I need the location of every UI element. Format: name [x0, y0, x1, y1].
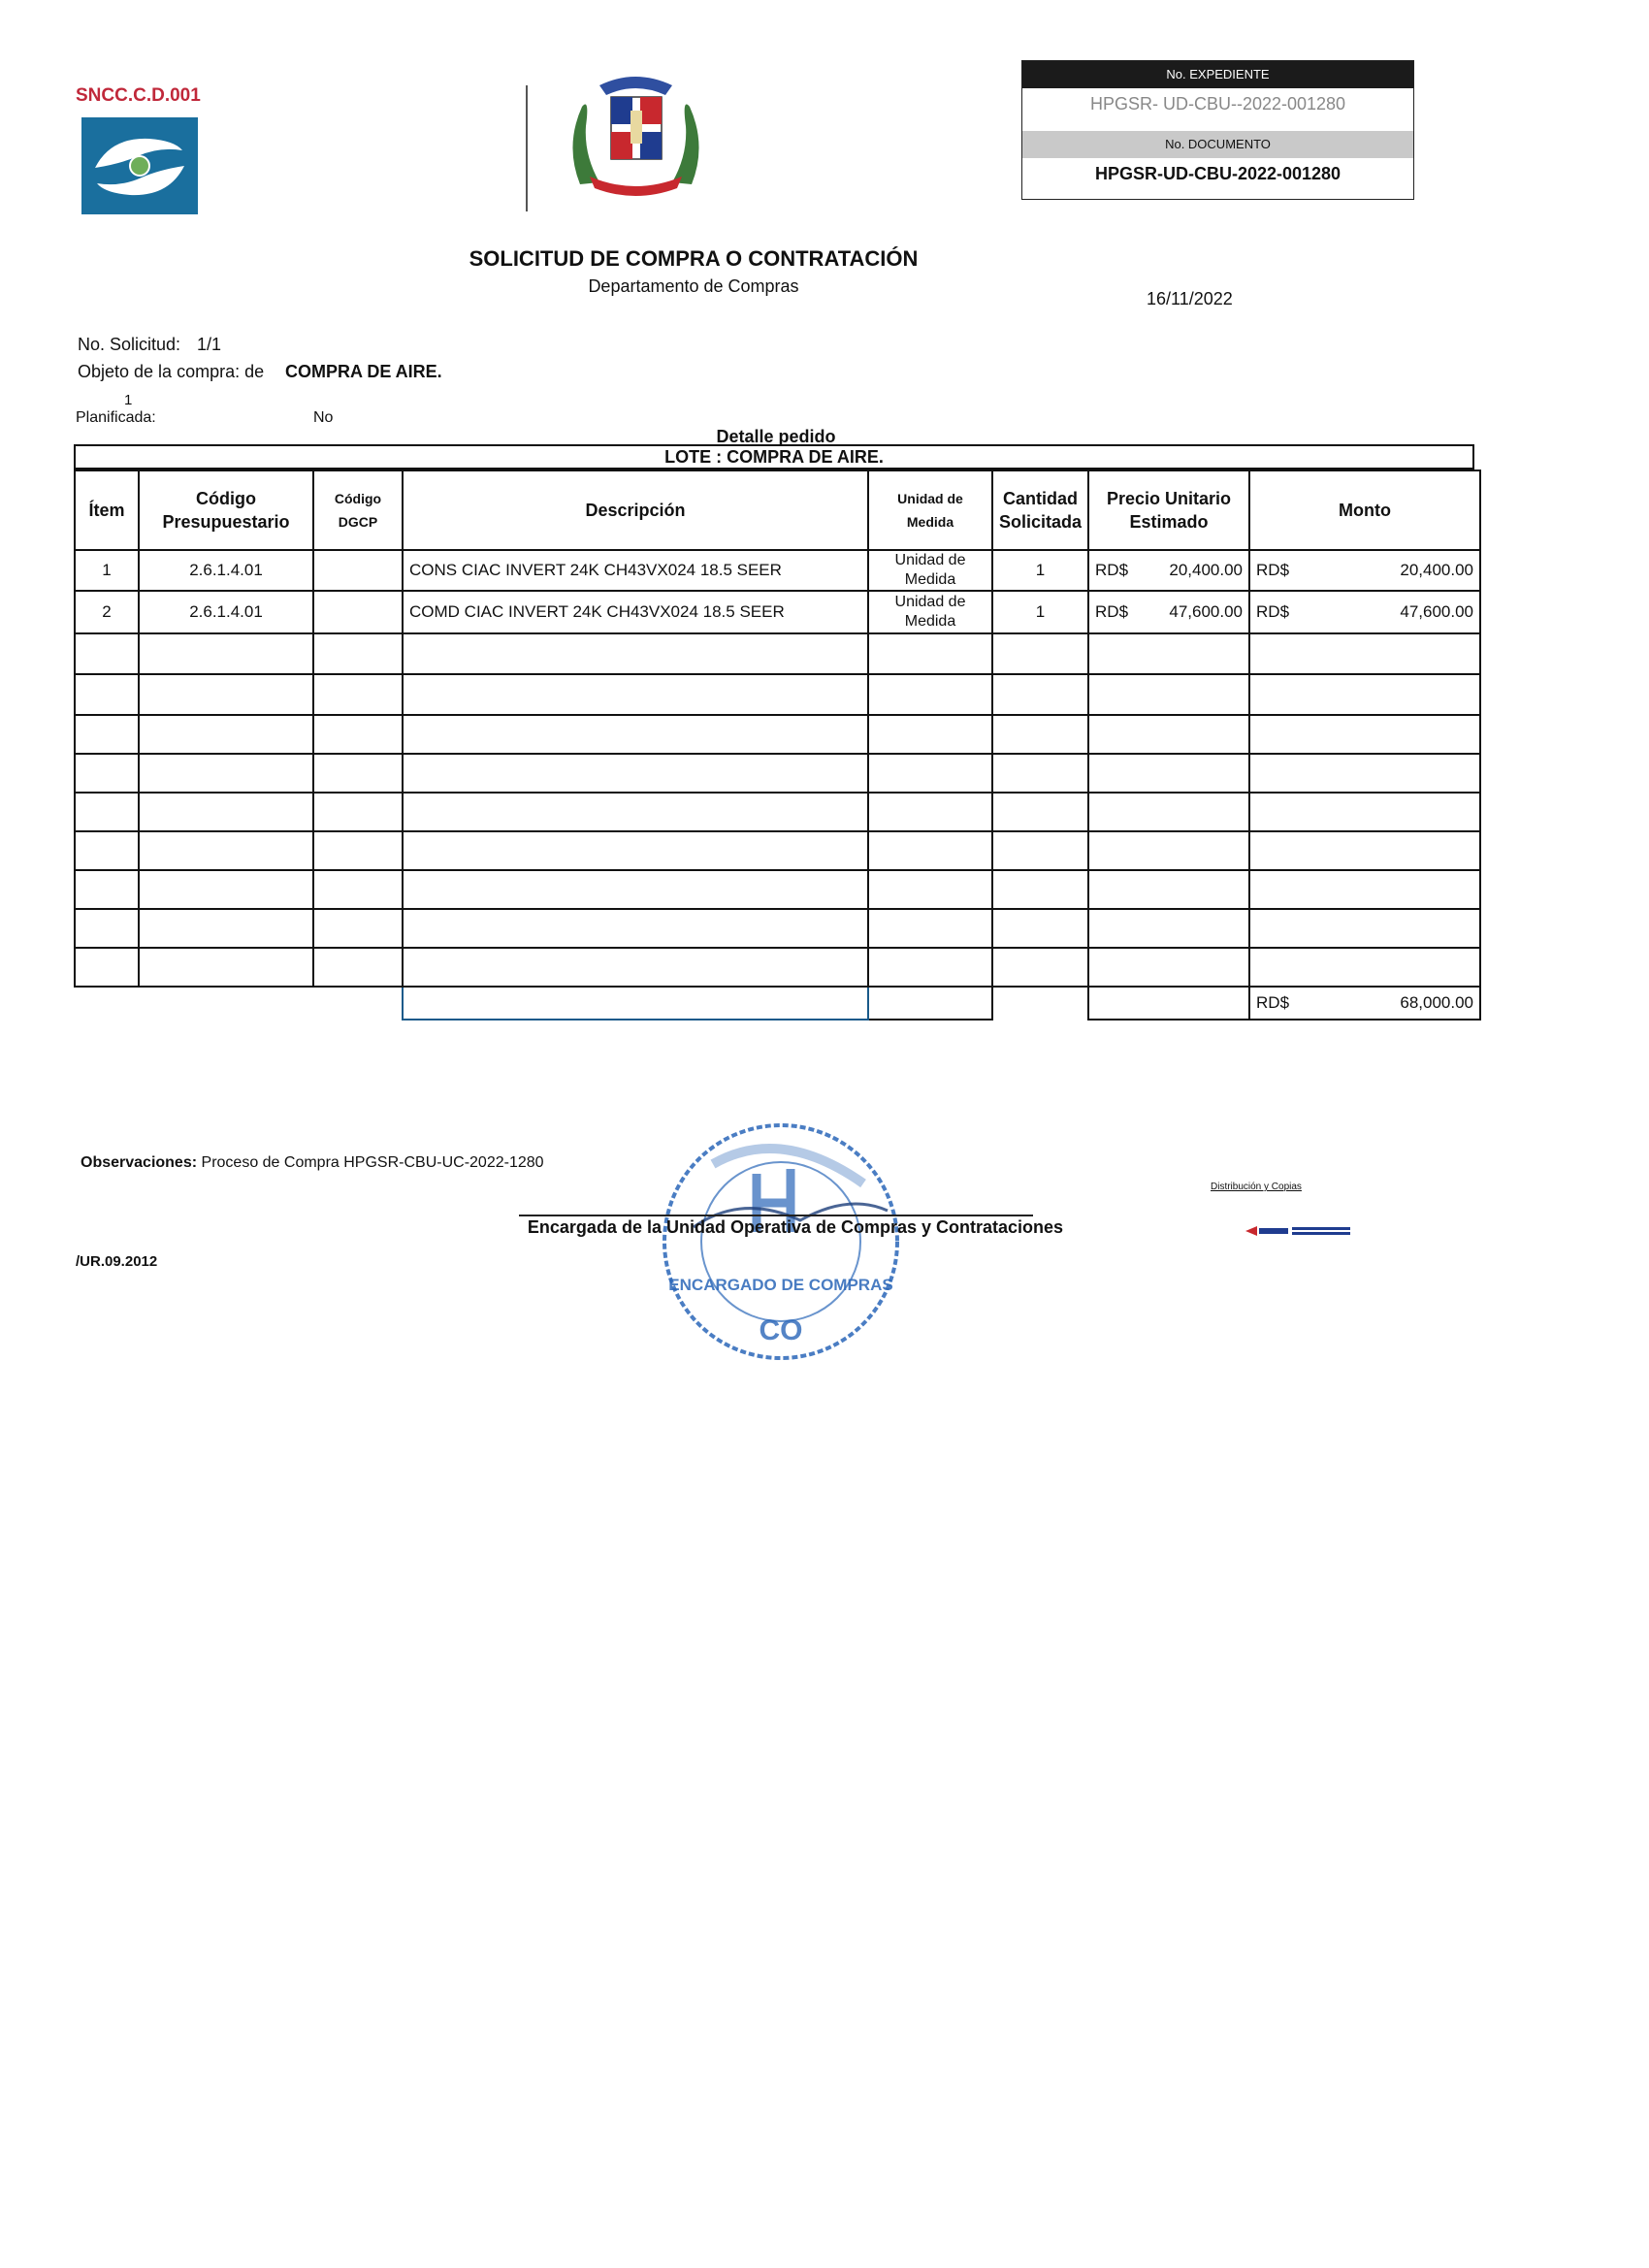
official-stamp	[635, 1096, 926, 1387]
documento-value: HPGSR-UD-CBU-2022-001280	[1094, 164, 1342, 183]
header-cantidad: Cantidad Solicitada	[992, 470, 1088, 550]
total-value: 68,000.00	[1400, 993, 1474, 1012]
header-codigo-presupuestario: Código Presupuestario	[139, 470, 313, 550]
cell-monto	[1249, 550, 1480, 591]
cell-precio	[1088, 550, 1249, 591]
observaciones-value: Proceso de Compra HPGSR-CBU-UC-2022-1280	[201, 1154, 544, 1171]
form-footer-code: /UR.09.2012	[76, 1253, 158, 1270]
table-row	[75, 591, 1480, 633]
signature-line	[519, 1215, 1033, 1216]
cell-cantidad: 1	[992, 591, 1088, 633]
expediente-label: No. EXPEDIENTE	[1022, 61, 1413, 88]
header-precio: Precio Unitario Estimado	[1088, 470, 1249, 550]
header-divider	[526, 85, 528, 211]
precio-value: 47,600.00	[1169, 602, 1244, 621]
monto-currency: RD$	[1256, 561, 1290, 579]
planificada-value: No	[313, 409, 334, 426]
precio-value: 20,400.00	[1169, 561, 1244, 579]
lote-row: LOTE : COMPRA DE AIRE.	[74, 444, 1474, 470]
precio-currency: RD$	[1095, 561, 1129, 579]
monto-currency: RD$	[1256, 602, 1290, 621]
objeto-value: COMPRA DE AIRE.	[285, 362, 442, 381]
total-row	[75, 987, 1480, 1020]
observaciones-label: Observaciones:	[81, 1154, 198, 1171]
cell-unidad: Unidad de Medida	[868, 591, 992, 633]
expediente-box	[1021, 60, 1414, 200]
distribucion-logo	[1244, 1224, 1352, 1238]
cell-unidad: Unidad de Medida	[868, 550, 992, 591]
cell-monto	[1249, 591, 1480, 633]
header-monto: Monto	[1249, 470, 1480, 550]
empty-row	[75, 870, 1480, 909]
cell-descripcion: COMD CIAC INVERT 24K CH43VX024 18.5 SEER	[403, 591, 868, 633]
distribucion-label: Distribución y Copias	[1211, 1182, 1302, 1192]
cell-item: 2	[75, 591, 139, 633]
objeto-label: Objeto de la compra: de	[78, 362, 265, 381]
distribucion-logo-icon	[1244, 1224, 1352, 1238]
page-subtitle: Departamento de Compras	[588, 276, 799, 296]
stamp-bottom: CO	[759, 1314, 803, 1346]
total-cell	[1249, 987, 1480, 1020]
page-title: SOLICITUD DE COMPRA O CONTRATACIÓN	[469, 246, 919, 271]
header-item: Ítem	[75, 470, 139, 550]
table-header-row	[75, 470, 1480, 550]
coat-of-arms-icon	[561, 68, 711, 204]
monto-value: 47,600.00	[1400, 602, 1474, 621]
detail-table	[74, 470, 1481, 1021]
cell-dgcp	[313, 591, 403, 633]
header-codigo-dgcp: Código DGCP	[313, 470, 403, 550]
sncc-logo-icon	[81, 117, 198, 214]
expediente-value: HPGSR- UD-CBU--2022-001280	[1089, 94, 1346, 113]
cell-codigo: 2.6.1.4.01	[139, 550, 313, 591]
planificada-number: 1	[124, 392, 133, 408]
empty-row	[75, 674, 1480, 715]
documento-label: No. DOCUMENTO	[1022, 131, 1413, 158]
header-unidad: Unidad de Medida	[868, 470, 992, 550]
table-title: Detalle pedido	[716, 427, 836, 446]
coat-of-arms	[561, 68, 711, 204]
monto-value: 20,400.00	[1400, 561, 1474, 579]
cell-descripcion: CONS CIAC INVERT 24K CH43VX024 18.5 SEER	[403, 550, 868, 591]
sncc-logo	[81, 117, 198, 214]
header-descripcion: Descripción	[403, 470, 868, 550]
precio-currency: RD$	[1095, 602, 1129, 621]
empty-row	[75, 715, 1480, 754]
signature-label: Encargada de la Unidad Operativa de Compras y Contrataciones	[527, 1217, 1064, 1237]
form-code: SNCC.C.D.001	[76, 85, 201, 106]
empty-row	[75, 948, 1480, 987]
cell-dgcp	[313, 550, 403, 591]
empty-row	[75, 909, 1480, 948]
observaciones	[81, 1154, 544, 1172]
cell-item: 1	[75, 550, 139, 591]
total-currency: RD$	[1256, 993, 1290, 1012]
empty-row	[75, 633, 1480, 674]
cell-precio	[1088, 591, 1249, 633]
solicitud-label: No. Solicitud:	[78, 335, 181, 354]
empty-row	[75, 754, 1480, 793]
solicitud-value: 1/1	[197, 335, 222, 354]
table-row	[75, 550, 1480, 591]
empty-row	[75, 793, 1480, 831]
stamp-middle: ENCARGADO DE COMPRAS	[668, 1276, 893, 1294]
empty-row	[75, 831, 1480, 870]
cell-codigo: 2.6.1.4.01	[139, 591, 313, 633]
cell-cantidad: 1	[992, 550, 1088, 591]
planificada-label: Planificada:	[76, 409, 156, 426]
document-date: 16/11/2022	[1147, 289, 1233, 308]
